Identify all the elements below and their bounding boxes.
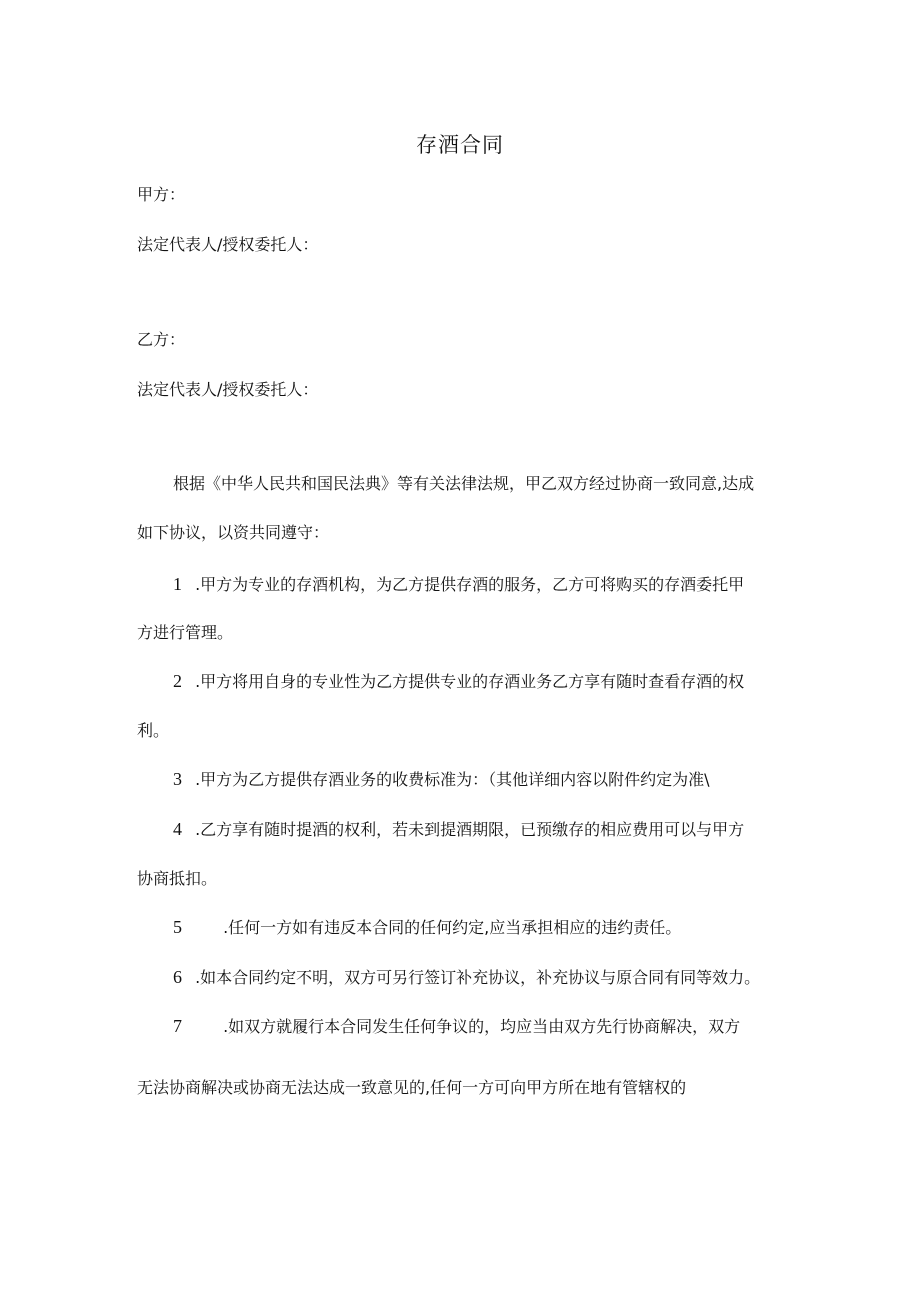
clause-number: 1 (173, 574, 182, 594)
clause-2-continuation: 利。 (137, 721, 170, 740)
clause-3 (173, 768, 710, 791)
clause-number: 5 (173, 917, 182, 937)
clause-number: 3 (173, 769, 182, 789)
clause-number: 4 (173, 819, 182, 839)
clause-number: 2 (173, 671, 182, 691)
clause-5 (173, 916, 681, 939)
clause-4-continuation: 协商抵扣。 (137, 869, 218, 888)
clause-1-continuation: 方进行管理。 (137, 623, 234, 642)
clause-text: .甲方为乙方提供存酒业务的收费标准为：（其他详细内容以附件约定为准\ (195, 770, 710, 789)
clause-text: .乙方享有随时提酒的权利，若未到提酒期限，已预缴存的相应费用可以与甲方 (195, 820, 745, 839)
clause-text: .如双方就履行本合同发生任何争议的，均应当由双方先行协商解决，双方 (223, 1017, 741, 1036)
party-a-label: 甲方： (137, 185, 186, 204)
preamble-line-2: 如下协议，以资共同遵守： (137, 523, 330, 542)
clause-number: 7 (173, 1016, 182, 1036)
clause-2 (173, 670, 744, 693)
document-title: 存酒合同 (416, 133, 504, 157)
clause-text: .甲方将用自身的专业性为乙方提供专业的存酒业务乙方享有随时查看存酒的权 (195, 672, 745, 691)
clause-4 (173, 818, 744, 841)
clause-7-continuation: 无法协商解决或协商无法达成一致意见的,任何一方可向甲方所在地有管辖权的 (137, 1078, 687, 1097)
clause-6 (173, 966, 760, 989)
clause-text: .甲方为专业的存酒机构，为乙方提供存酒的服务，乙方可将购买的存酒委托甲 (195, 575, 745, 594)
party-b-representative-label: 法定代表人/授权委托人： (137, 380, 319, 399)
clause-text: .如本合同约定不明，双方可另行签订补充协议，补充协议与原合同有同等效力。 (195, 968, 761, 987)
clause-1 (173, 573, 744, 596)
clause-text: .任何一方如有违反本合同的任何约定,应当承担相应的违约责任。 (223, 918, 682, 937)
preamble-line-1: 根据《中华人民共和国民法典》等有关法律法规，甲乙双方经过协商一致同意,达成 (173, 474, 755, 493)
clause-number: 6 (173, 967, 182, 987)
clause-7 (173, 1015, 740, 1038)
party-b-label: 乙方： (137, 330, 186, 349)
party-a-representative-label: 法定代表人/授权委托人： (137, 235, 319, 254)
